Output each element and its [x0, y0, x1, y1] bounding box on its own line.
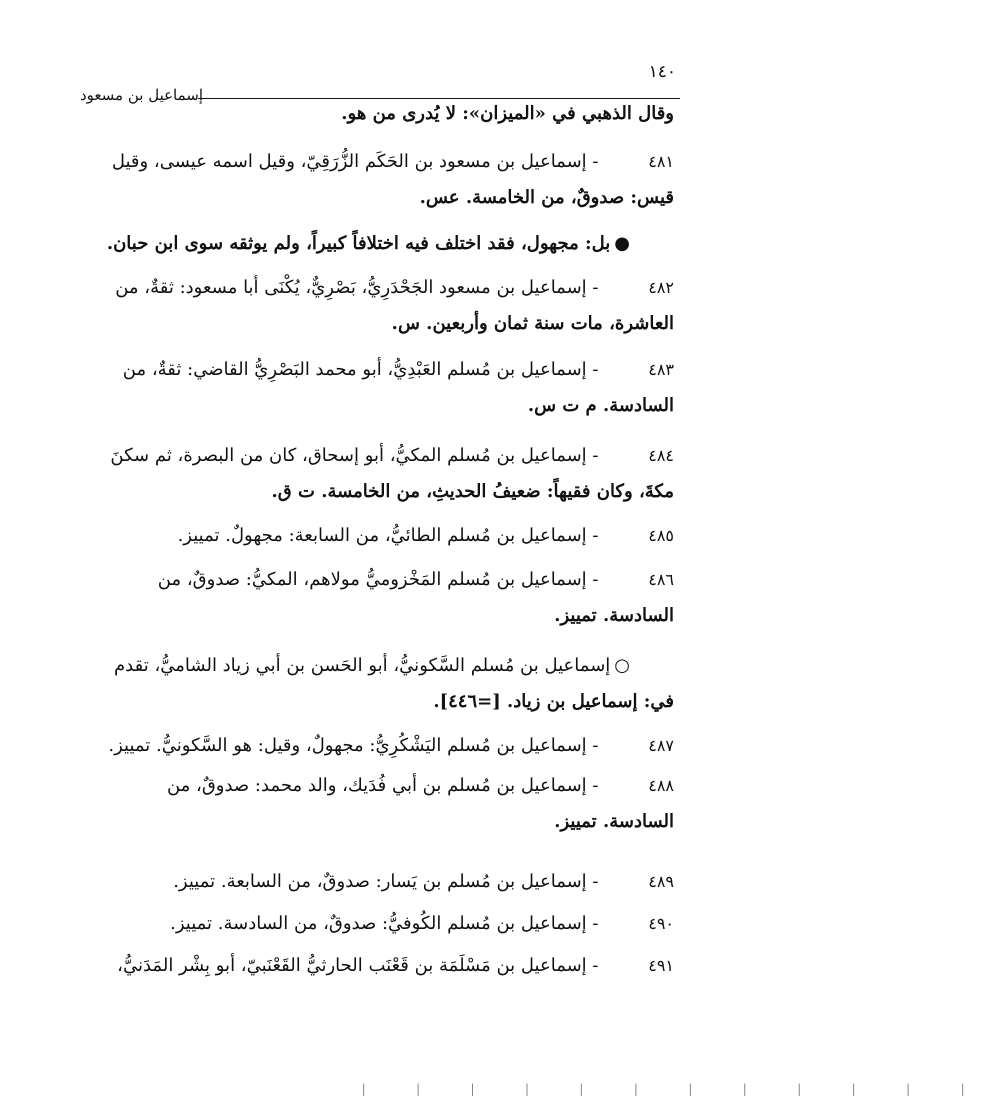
comment-481 [96, 226, 674, 262]
line: وقال الذهبي في «الميزان»: لا يُدرى من هو. [341, 103, 674, 124]
running-title: إسماعيل بن مسعود [80, 86, 204, 104]
line: - إسماعيل بن مُسلم المَخْزوميُّ مولاهم، المكيُّ: صدوقٌ، من [157, 569, 599, 590]
line: السادسة. تمييز. [554, 605, 674, 626]
entry-number: ٤٩٠ [648, 914, 674, 933]
entry-489 [96, 864, 674, 900]
line: السادسة. تمييز. [554, 811, 674, 832]
line: إسماعيل بن مُسلم السَّكونيُّ، أبو الحَسن بن أبي زياد الشاميُّ، تقدم [114, 655, 611, 676]
line: - إسماعيل بن مُسلم اليَشْكُرِيُّ: مجهولٌ، وقيل: هو السَّكونيُّ. تمييز. [108, 735, 599, 756]
entry-number: ٤٨٧ [648, 736, 674, 755]
line: - إسماعيل بن مُسلم بن يَسار: صدوقٌ، من السابعة. تمييز. [173, 871, 599, 892]
line: في: إسماعيل بن زياد. [=٤٤٦]. [433, 691, 674, 712]
line: العاشرة، مات سنة ثمان وأربعين. س. [391, 313, 674, 334]
entry-number: ٤٨٢ [648, 278, 674, 297]
intro-paragraph [96, 96, 674, 132]
entry-number: ٤٨٦ [648, 570, 674, 589]
entry-481 [96, 144, 674, 216]
line: بل: مجهول، فقد اختلف فيه اختلافاً كبيراً، ولم يوثقه سوى ابن حبان. [106, 233, 611, 254]
page-number: ١٤٠ [648, 62, 676, 82]
line: - إسماعيل بن مسعود الجَحْدَرِيُّ، بَصْرِيٌّ، يُكْنَى أبا مسعود: ثقةٌ، من [115, 277, 599, 298]
page-body [96, 96, 674, 984]
line: - إسماعيل بن مُسلم الطائيُّ، من السابعة: مجهولٌ. تمييز. [177, 525, 599, 546]
filled-bullet-icon: ● [614, 233, 630, 254]
entry-487 [96, 728, 674, 764]
entry-482 [96, 270, 674, 342]
entry-number: ٤٨٩ [648, 872, 674, 891]
entry-490 [96, 906, 674, 942]
scan-edge-marks: | | | | | | | | | | | | [360, 1082, 986, 1096]
entry-number: ٤٨٥ [648, 526, 674, 545]
entry-483 [96, 352, 674, 424]
entry-491 [96, 948, 674, 984]
line: قيس: صدوقٌ، من الخامسة. عس. [419, 187, 674, 208]
line: - إسماعيل بن مُسلم الكُوفيُّ: صدوقٌ، من السادسة. تمييز. [170, 913, 599, 934]
line: - إسماعيل بن مُسلم المكيُّ، أبو إسحاق، كان من البصرة، ثم سكنَ [110, 445, 599, 466]
entry-488 [96, 768, 674, 840]
entry-number: ٤٨١ [648, 152, 674, 171]
line: السادسة. م ت س. [527, 395, 674, 416]
cross-reference-446 [96, 648, 674, 720]
line: - إسماعيل بن مسعود بن الحَكَم الزُّرَقِيّ، وقيل اسمه عيسى، وقيل [111, 151, 599, 172]
entry-number: ٤٨٣ [648, 360, 674, 379]
line: - إسماعيل بن مُسلم العَبْدِيُّ، أبو محمد البَصْرِيُّ القاضي: ثقةٌ، من [122, 359, 599, 380]
entry-number: ٤٩١ [648, 956, 674, 975]
entry-number: ٤٨٤ [648, 446, 674, 465]
entry-486 [96, 562, 674, 634]
line: - إسماعيل بن مُسلم بن أبي فُدَيك، والد محمد: صدوقٌ، من [166, 775, 599, 796]
entry-number: ٤٨٨ [648, 776, 674, 795]
entry-484 [96, 438, 674, 510]
line: - إسماعيل بن مَسْلَمَة بن قَعْنَب الحارثيُّ القَعْنَبيّ، أبو بِشْر المَدَنيُّ، [117, 955, 599, 976]
line: مكةَ، وكان فقيهاً: ضعيفُ الحديثِ، من الخامسة. ت ق. [271, 481, 674, 502]
hollow-circle-icon: ○ [614, 655, 630, 676]
entry-485 [96, 518, 674, 554]
